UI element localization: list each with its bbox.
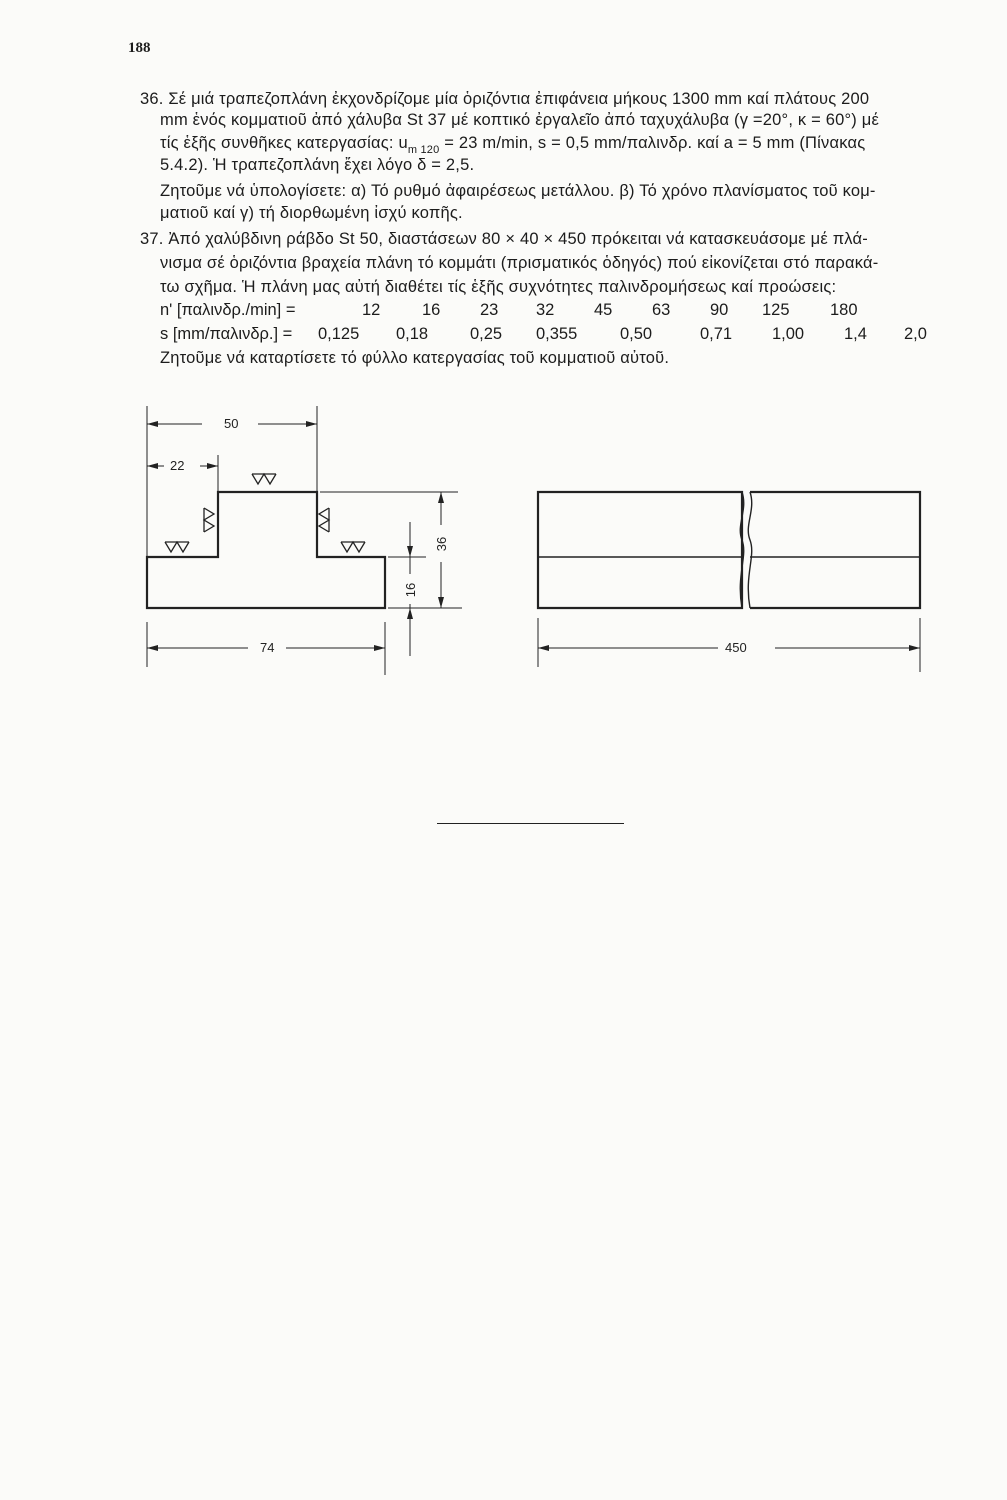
- dimension-label-50: 50: [224, 416, 239, 431]
- n-value: 16: [422, 301, 441, 319]
- arrowhead: [147, 421, 158, 427]
- s-value: 1,4: [844, 325, 867, 343]
- s-value: 0,71: [700, 325, 733, 343]
- arrowhead: [306, 421, 317, 427]
- dimension-label-450: 450: [725, 640, 747, 655]
- n-value: 63: [652, 301, 671, 319]
- s-value: 2,0: [904, 325, 927, 343]
- arrowhead: [207, 463, 218, 469]
- surface-finish-symbol: [204, 508, 214, 532]
- n-value: 12: [362, 301, 381, 319]
- surface-finish-symbol: [341, 542, 365, 552]
- front-view-outline: [147, 492, 385, 608]
- break-line: [748, 492, 751, 608]
- problem-36-text-3b: = 23 m/min, s = 0,5 mm/παλινδρ. καί a = 5 mm (Πίνακας: [439, 134, 866, 152]
- s-value: 1,00: [772, 325, 805, 343]
- dimension-label-36: 36: [434, 536, 449, 552]
- arrowhead: [438, 597, 444, 608]
- n-value: 32: [536, 301, 555, 319]
- s-value: 0,50: [620, 325, 653, 343]
- surface-finish-symbol: [165, 542, 189, 552]
- page-number: 188: [128, 40, 151, 56]
- n-label: n' [παλινδρ./min] =: [160, 301, 296, 319]
- arrowhead: [147, 645, 158, 651]
- n-value: 45: [594, 301, 613, 319]
- n-value: 90: [710, 301, 729, 319]
- end-separator-line: [437, 823, 624, 824]
- problem-37-line-2: νισμα σέ ὁριζόντια βραχεία πλάνη τό κομμάτι (πρισματικός ὁδηγός) πού εἰκονίζεται στό παρακά-: [160, 254, 879, 272]
- problem-36-line-4: 5.4.2). Ἡ τραπεζοπλάνη ἔχει λόγο δ = 2,5.: [160, 156, 475, 174]
- arrowhead: [438, 492, 444, 503]
- problem-37-number: 37.: [140, 230, 164, 248]
- surface-finish-symbol: [319, 508, 329, 532]
- s-value: 0,125: [318, 325, 360, 343]
- s-label: s [mm/παλινδρ.] =: [160, 325, 293, 343]
- arrowhead: [407, 546, 413, 557]
- n-value: 180: [830, 301, 858, 319]
- dimension-label-74: 74: [260, 640, 275, 655]
- arrowhead: [374, 645, 385, 651]
- s-value: 0,25: [470, 325, 503, 343]
- problem-36-line-2: mm ἑνός κομματιοῦ ἀπό χάλυβα St 37 μέ κοπτικό ἐργαλεῖο ἀπό ταχυχάλυβα (γ =20°, κ = 60°) μέ: [160, 111, 880, 129]
- arrowhead: [538, 645, 549, 651]
- arrowhead: [909, 645, 920, 651]
- n-value: 125: [762, 301, 790, 319]
- dimension-label-22: 22: [170, 458, 185, 473]
- problem-36-text-3a: τίς ἑξῆς συνθῆκες κατεργασίας: u: [160, 134, 408, 152]
- problem-36-line-6: ματιοῦ καί γ) τή διορθωμένη ἰσχύ κοπῆς.: [160, 204, 463, 222]
- problem-36-text-1: Σέ μιά τραπεζοπλάνη ἐκχονδρίζομε μία ὁριζόντια ἐπιφάνεια μήκους 1300 mm καί πλάτους 200: [168, 90, 870, 108]
- arrowhead: [147, 463, 158, 469]
- problem-37-line-6: Ζητοῦμε νά καταρτίσετε τό φύλλο κατεργασίας τοῦ κομματιοῦ αὐτοῦ.: [160, 349, 670, 367]
- dimension-label-16: 16: [403, 582, 418, 598]
- problem-36-subscript: m 120: [407, 144, 440, 156]
- problem-36-number: 36.: [140, 90, 164, 108]
- s-value: 0,18: [396, 325, 429, 343]
- side-view-right-part: [750, 492, 920, 608]
- n-value: 23: [480, 301, 499, 319]
- problem-36-line-5: Ζητοῦμε νά ὑπολογίσετε: α) Τό ρυθμό ἀφαιρέσεως μετάλλου. β) Τό χρόνο πλανίσματος τοῦ κομ-: [160, 182, 876, 200]
- side-view-left-part: [538, 492, 742, 608]
- s-value: 0,355: [536, 325, 578, 343]
- problem-37-line-3: τω σχῆμα. Ἡ πλάνη μας αὐτή διαθέτει τίς ἑξῆς συχνότητες παλινδρομήσεως καί προώσεις:: [160, 278, 837, 296]
- arrowhead: [407, 608, 413, 619]
- surface-finish-symbol: [252, 474, 276, 484]
- problem-37-text-1: Ἀπό χαλύβδινη ράβδο St 50, διαστάσεων 80 × 40 × 450 πρόκειται νά κατασκευάσομε μέ πλά-: [168, 230, 868, 248]
